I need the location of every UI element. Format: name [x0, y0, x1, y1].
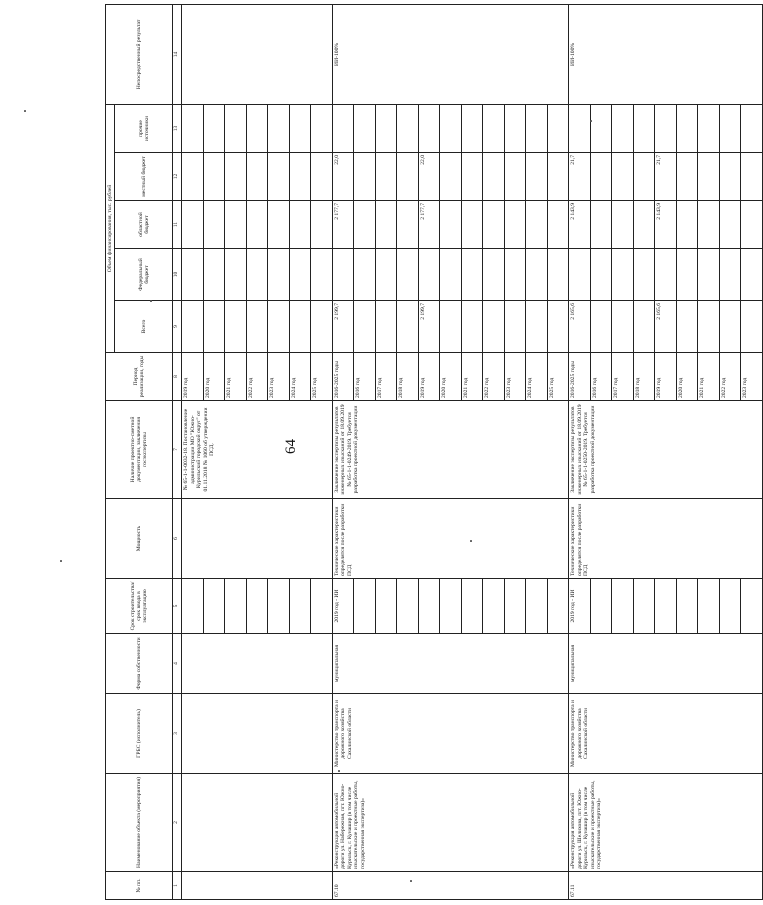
local-cell [203, 153, 225, 201]
total-cell [483, 301, 505, 353]
other-cell [182, 104, 204, 152]
term-cell [203, 579, 225, 634]
other-cell [311, 104, 333, 152]
total-cell [461, 301, 483, 353]
local-cell [612, 153, 634, 201]
other-cell [590, 104, 612, 152]
scan-speck [590, 120, 592, 122]
total-cell [547, 301, 569, 353]
col-number: 9 [173, 301, 182, 353]
col-number: 14 [173, 4, 182, 104]
other-cell [332, 104, 354, 152]
regional-cell [461, 201, 483, 249]
header-local: местный бюджет [115, 153, 173, 201]
ownership-cell: муниципальная [569, 634, 763, 694]
federal-cell [440, 249, 462, 301]
period-cell: 2019 год [418, 353, 440, 401]
scan-speck [338, 770, 340, 772]
term-cell [655, 579, 677, 634]
local-cell: 21,7 [655, 153, 677, 201]
local-cell [547, 153, 569, 201]
regional-cell [676, 201, 698, 249]
regional-cell [590, 201, 612, 249]
federal-cell [311, 249, 333, 301]
term-cell [375, 579, 397, 634]
other-cell [203, 104, 225, 152]
federal-cell [633, 249, 655, 301]
regional-cell [504, 201, 526, 249]
table-body [182, 4, 763, 899]
capacity-cell [182, 499, 333, 579]
period-cell: 2023 год [741, 353, 763, 401]
term-cell [418, 579, 440, 634]
total-cell [397, 301, 419, 353]
local-cell [633, 153, 655, 201]
ownership-cell: муниципальная [332, 634, 569, 694]
term-cell [698, 579, 720, 634]
local-cell [741, 153, 763, 201]
object-name: «Реконструкция автомобильной дороги ул. Шелихова, пгт. Южно-Курильск, г. Кунашир (в том числе изыскательские и проектные работы, государственная экспертиза)» [569, 774, 763, 872]
federal-cell [483, 249, 505, 301]
col-number: 5 [173, 579, 182, 634]
federal-cell [504, 249, 526, 301]
other-cell [612, 104, 634, 152]
docs-cell: Заключение экспертизы результатов инженерных изысканий от 18.09.2019 № 65-1-1-0249-2019. Требуется разработка проектной документации [332, 401, 569, 499]
total-cell [633, 301, 655, 353]
page-number: 64 [283, 439, 299, 454]
total-cell [225, 301, 247, 353]
col-number: 12 [173, 153, 182, 201]
regional-cell: 2 143,9 [655, 201, 677, 249]
other-cell [741, 104, 763, 152]
program-table [105, 4, 763, 900]
local-cell [354, 153, 376, 201]
term-cell [461, 579, 483, 634]
col-number: 10 [173, 249, 182, 301]
local-cell [289, 153, 311, 201]
other-cell [397, 104, 419, 152]
federal-cell [655, 249, 677, 301]
period-cell: 2016-2025 годы [332, 353, 354, 401]
total-cell [676, 301, 698, 353]
term-cell [526, 579, 548, 634]
other-cell [569, 104, 591, 152]
grbs-cell: Министерство транспорта и дорожного хозяйства Сахалинской области [569, 694, 763, 774]
total-cell: 2 199,7 [332, 301, 354, 353]
scan-speck [24, 110, 26, 112]
regional-cell [440, 201, 462, 249]
local-cell [440, 153, 462, 201]
period-cell: 2022 год [483, 353, 505, 401]
term-cell: 2019 год - ИИ [332, 579, 354, 634]
other-cell [418, 104, 440, 152]
header-docs: Наличие проектно-сметной документации, заключения госэкспертизы [106, 401, 173, 499]
regional-cell [354, 201, 376, 249]
rotated-table-container [105, 5, 749, 900]
regional-cell [225, 201, 247, 249]
federal-cell [461, 249, 483, 301]
scan-speck [60, 560, 62, 562]
term-cell [676, 579, 698, 634]
object-number: 67.11 [569, 872, 763, 900]
docs-cell: № 65-1-1-0032-18. Постановление администрации МО "Южно-Курильский городской округ" от 01.11.2018 № 1060 об утверждении ПСД. [182, 401, 333, 499]
regional-cell [268, 201, 290, 249]
local-cell: 22,0 [332, 153, 354, 201]
federal-cell [569, 249, 591, 301]
header-federal: Федеральный бюджет [115, 249, 173, 301]
total-cell [504, 301, 526, 353]
header-regional: областной бюджет [115, 201, 173, 249]
total-cell [440, 301, 462, 353]
period-cell: 2017 год [612, 353, 634, 401]
period-cell: 2023 год [268, 353, 290, 401]
federal-cell [375, 249, 397, 301]
term-cell [633, 579, 655, 634]
docs-cell: Заключение экспертизы результатов инженерных изысканий от 18.09.2019 № 65-1-1-0250-2019. Требуется разработка проектной документации [569, 401, 763, 499]
period-cell: 2019 год [655, 353, 677, 401]
capacity-cell: Технические характеристики определятся после разработки ПСД [569, 499, 763, 579]
federal-cell [268, 249, 290, 301]
total-cell [268, 301, 290, 353]
local-cell [526, 153, 548, 201]
federal-cell [590, 249, 612, 301]
period-cell: 2021 год [225, 353, 247, 401]
local-cell [311, 153, 333, 201]
result-cell: ИИ-100% [569, 4, 763, 104]
term-cell [289, 579, 311, 634]
header-ownership: Форма собственности [106, 634, 173, 694]
ownership-cell [182, 634, 333, 694]
total-cell [354, 301, 376, 353]
total-cell [246, 301, 268, 353]
header-capacity: Мощность [106, 499, 173, 579]
total-cell [719, 301, 741, 353]
header-grbs: ГРБС (исполнитель) [106, 694, 173, 774]
federal-cell [225, 249, 247, 301]
total-cell: 2 165,6 [569, 301, 591, 353]
period-cell: 2016 год [354, 353, 376, 401]
local-cell [698, 153, 720, 201]
scan-speck [410, 880, 412, 882]
federal-cell [612, 249, 634, 301]
period-cell: 2018 год [633, 353, 655, 401]
regional-cell [375, 201, 397, 249]
total-cell [612, 301, 634, 353]
term-cell [268, 579, 290, 634]
period-cell: 2024 год [526, 353, 548, 401]
col-number: 7 [173, 401, 182, 499]
other-cell [225, 104, 247, 152]
regional-cell: 2 143,9 [569, 201, 591, 249]
grbs-cell: Министерство транспорта и дорожного хозяйства Сахалинской области [332, 694, 569, 774]
federal-cell [676, 249, 698, 301]
regional-cell: 2 177,7 [332, 201, 354, 249]
term-cell: 2019 год - ИИ [569, 579, 591, 634]
other-cell [246, 104, 268, 152]
period-cell: 2022 год [246, 353, 268, 401]
header-total: Всего [115, 301, 173, 353]
other-cell [526, 104, 548, 152]
federal-cell [332, 249, 354, 301]
term-cell [504, 579, 526, 634]
local-cell: 21,7 [569, 153, 591, 201]
capacity-cell: Технические характеристики определятся после разработки ПСД [332, 499, 569, 579]
total-cell [182, 301, 204, 353]
regional-cell [483, 201, 505, 249]
period-cell: 2017 год [375, 353, 397, 401]
header-other: прочие источники [115, 104, 173, 152]
col-number: 2 [173, 774, 182, 872]
total-cell [741, 301, 763, 353]
scan-speck [150, 300, 152, 302]
period-cell: 2025 год [547, 353, 569, 401]
regional-cell [397, 201, 419, 249]
term-cell [311, 579, 333, 634]
regional-cell [246, 201, 268, 249]
other-cell [354, 104, 376, 152]
term-cell [483, 579, 505, 634]
header-result: Непосредственный результат [106, 4, 173, 104]
federal-cell [397, 249, 419, 301]
regional-cell [719, 201, 741, 249]
period-cell: 2018 год [397, 353, 419, 401]
local-cell [225, 153, 247, 201]
federal-cell [547, 249, 569, 301]
regional-cell [526, 201, 548, 249]
object-name: «Реконструкция автомобильной дороги ул. Набережная, пгт. Южно-Курильск, г. Кунашир (в том числе изыскательские и проектные работы, государственная экспертиза)» [332, 774, 569, 872]
local-cell [397, 153, 419, 201]
other-cell [655, 104, 677, 152]
local-cell [375, 153, 397, 201]
regional-cell: 2 177,7 [418, 201, 440, 249]
total-cell [590, 301, 612, 353]
federal-cell [526, 249, 548, 301]
local-cell [246, 153, 268, 201]
term-cell [547, 579, 569, 634]
term-cell [246, 579, 268, 634]
local-cell [504, 153, 526, 201]
term-cell [590, 579, 612, 634]
regional-cell [612, 201, 634, 249]
col-number: 8 [173, 353, 182, 401]
federal-cell [203, 249, 225, 301]
local-cell [268, 153, 290, 201]
total-cell: 2 199,7 [418, 301, 440, 353]
federal-cell [289, 249, 311, 301]
other-cell [633, 104, 655, 152]
term-cell [225, 579, 247, 634]
local-cell [676, 153, 698, 201]
regional-cell [741, 201, 763, 249]
period-cell: 2022 год [719, 353, 741, 401]
regional-cell [203, 201, 225, 249]
col-number: 3 [173, 694, 182, 774]
other-cell [461, 104, 483, 152]
term-cell [182, 579, 204, 634]
term-cell [440, 579, 462, 634]
federal-cell [418, 249, 440, 301]
grbs-cell [182, 694, 333, 774]
other-cell [719, 104, 741, 152]
local-cell [182, 153, 204, 201]
federal-cell [719, 249, 741, 301]
table-row [332, 4, 354, 899]
col-number: 13 [173, 104, 182, 152]
table-row [569, 4, 591, 899]
col-number: 11 [173, 201, 182, 249]
period-cell: 2020 год [676, 353, 698, 401]
other-cell [504, 104, 526, 152]
other-cell [483, 104, 505, 152]
period-cell: 2020 год [440, 353, 462, 401]
period-cell: 2020 год [203, 353, 225, 401]
regional-cell [182, 201, 204, 249]
regional-cell [633, 201, 655, 249]
total-cell [698, 301, 720, 353]
total-cell [289, 301, 311, 353]
total-cell [526, 301, 548, 353]
federal-cell [698, 249, 720, 301]
period-cell: 2023 год [504, 353, 526, 401]
period-cell: 2024 год [289, 353, 311, 401]
header-name: Наименование объекта (мероприятия) [106, 774, 173, 872]
regional-cell [311, 201, 333, 249]
federal-cell [246, 249, 268, 301]
header-term: Срок строительства/ срок ввода в эксплуатацию [106, 579, 173, 634]
scan-speck [470, 540, 472, 542]
col-number: 6 [173, 499, 182, 579]
object-name [182, 774, 333, 872]
header-num: № пп. [106, 872, 173, 900]
period-cell: 2016-2025 годы [569, 353, 591, 401]
col-number: 4 [173, 634, 182, 694]
total-cell [203, 301, 225, 353]
total-cell [375, 301, 397, 353]
object-number: 67.10 [332, 872, 569, 900]
local-cell [483, 153, 505, 201]
term-cell [612, 579, 634, 634]
other-cell [440, 104, 462, 152]
other-cell [676, 104, 698, 152]
regional-cell [289, 201, 311, 249]
local-cell: 22,0 [418, 153, 440, 201]
result-cell [182, 4, 333, 104]
local-cell [719, 153, 741, 201]
regional-cell [547, 201, 569, 249]
regional-cell [698, 201, 720, 249]
federal-cell [741, 249, 763, 301]
federal-cell [182, 249, 204, 301]
other-cell [268, 104, 290, 152]
period-cell: 2021 год [698, 353, 720, 401]
object-number [182, 872, 333, 900]
other-cell [289, 104, 311, 152]
period-cell: 2021 год [461, 353, 483, 401]
term-cell [354, 579, 376, 634]
col-number: 1 [173, 872, 182, 900]
period-cell: 2019 год [182, 353, 204, 401]
result-cell: ИИ-100% [332, 4, 569, 104]
total-cell [311, 301, 333, 353]
period-cell: 2025 год [311, 353, 333, 401]
other-cell [698, 104, 720, 152]
local-cell [590, 153, 612, 201]
term-cell [397, 579, 419, 634]
federal-cell [354, 249, 376, 301]
table-row [182, 4, 204, 899]
total-cell: 2 165,6 [655, 301, 677, 353]
term-cell [719, 579, 741, 634]
header-funding: Объем финансирования, тыс. рублей [106, 104, 115, 352]
period-cell: 2016 год [590, 353, 612, 401]
other-cell [375, 104, 397, 152]
term-cell [741, 579, 763, 634]
header-period: Период реализации, годы [106, 353, 173, 401]
column-number-row [173, 4, 182, 899]
other-cell [547, 104, 569, 152]
local-cell [461, 153, 483, 201]
